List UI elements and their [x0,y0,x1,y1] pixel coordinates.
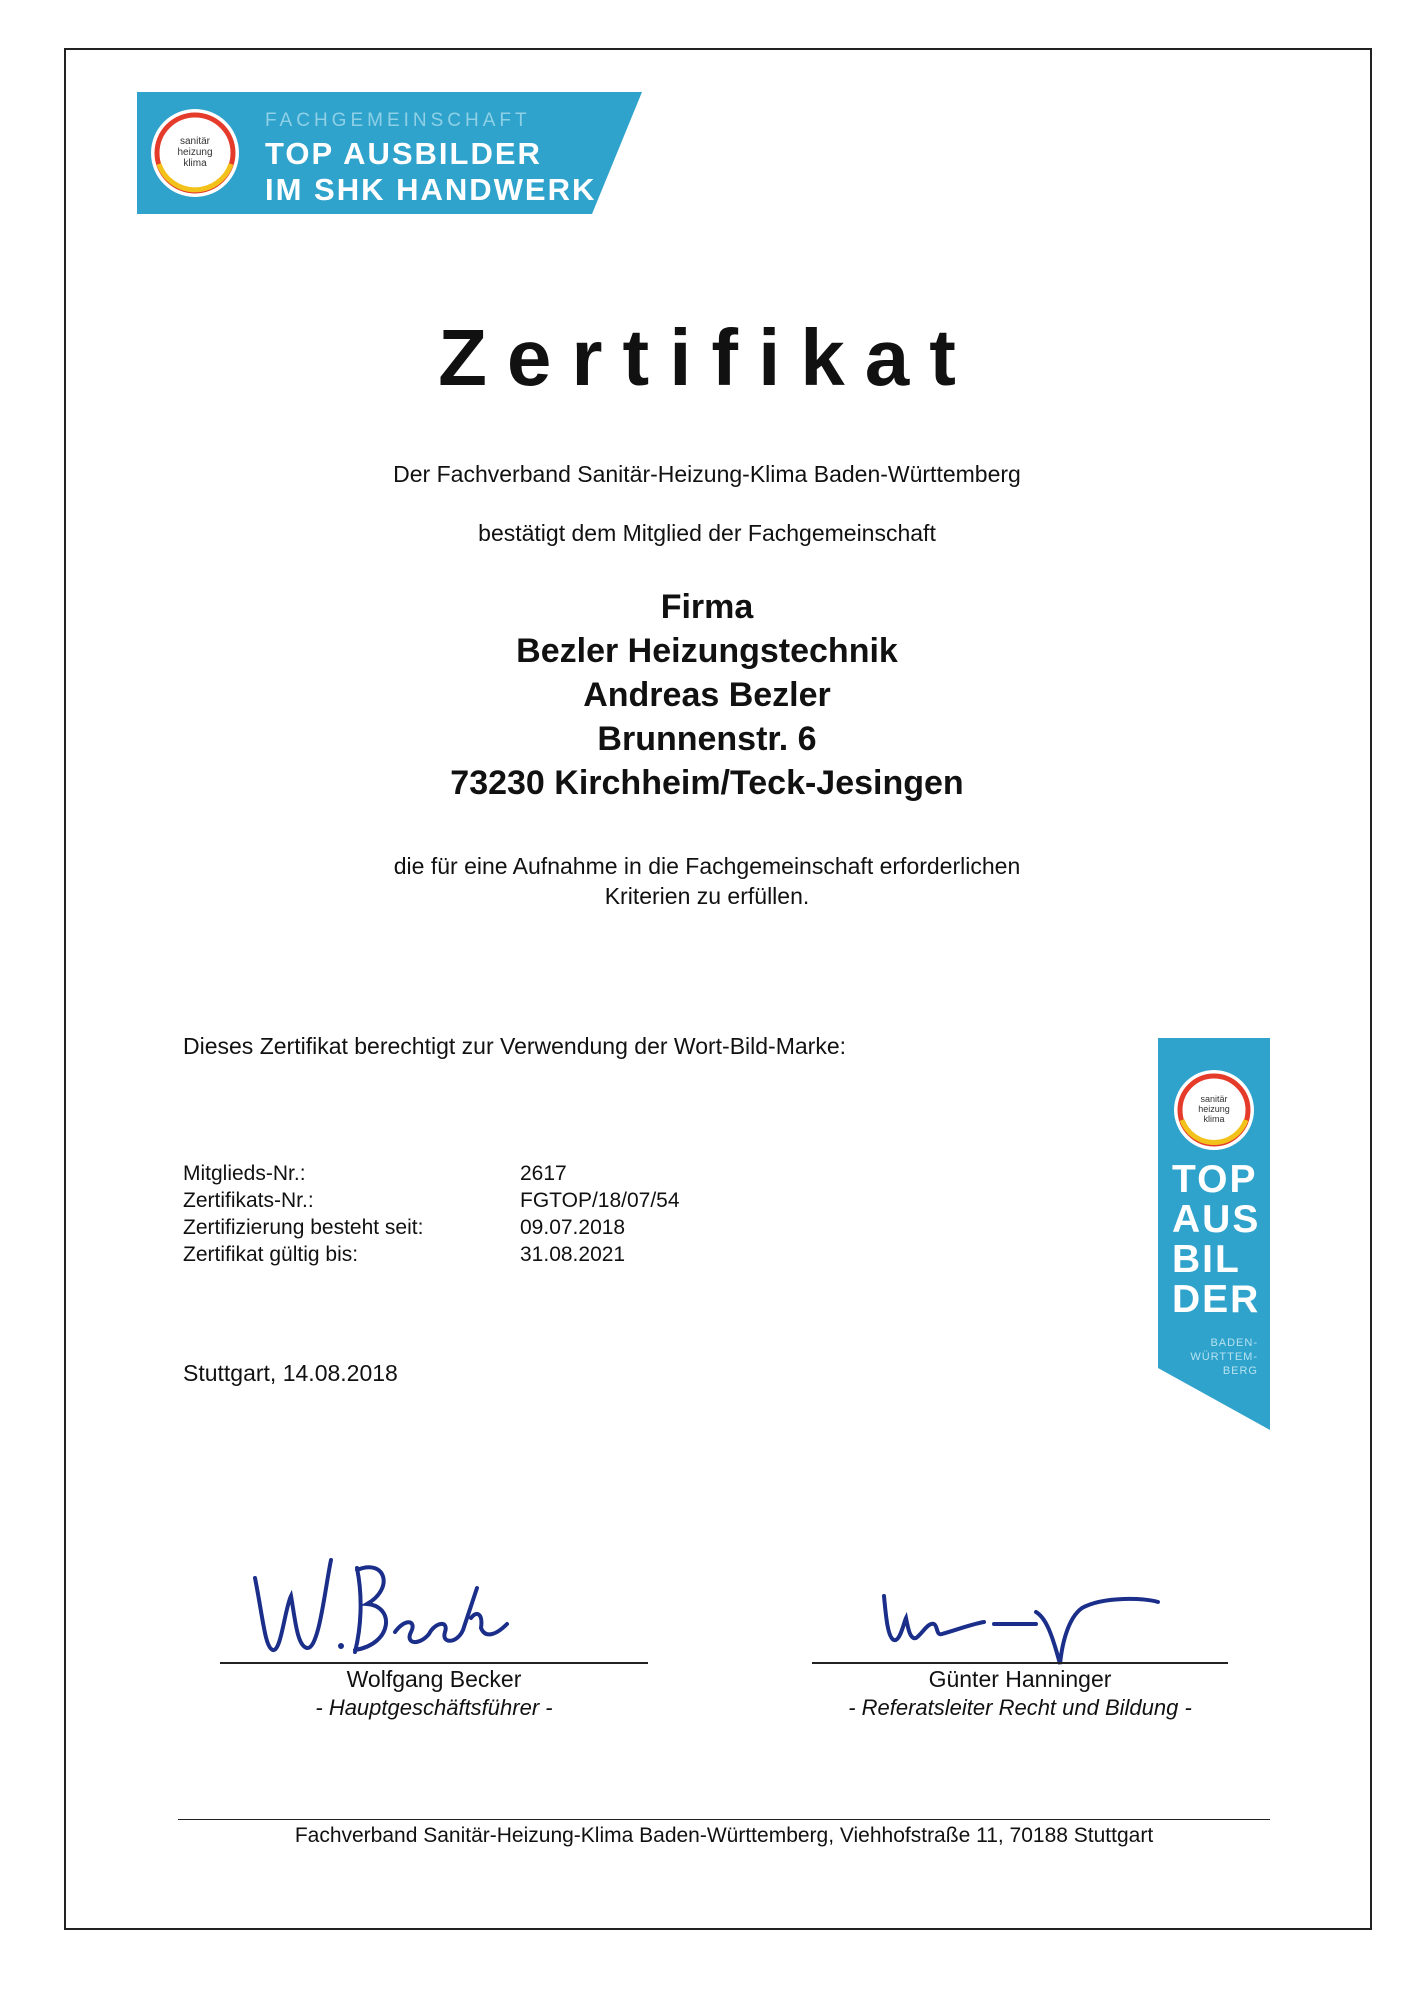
intro-line-2: bestätigt dem Mitglied der Fachgemeinschaft [478,520,936,546]
top-ausbilder-badge [1158,1038,1270,1430]
signer-name: Günter Hanninger [928,1666,1112,1692]
badge-word: BIL [1172,1238,1241,1281]
signer-role: - Referatsleiter Recht und Bildung - [848,1695,1192,1720]
signature-line [812,1662,1228,1664]
certificate-title: Zertifikat [438,313,976,402]
badge-region: BERG [1222,1365,1258,1377]
criteria-line-1: die für eine Aufnahme in die Fachgemeinschaft erforderlichen [393,853,1021,879]
detail-label: Zertifikat gültig bis: [183,1243,359,1266]
detail-value: 31.08.2021 [520,1243,626,1266]
detail-value: 2617 [520,1162,567,1185]
seal-word: heizung [1198,1104,1230,1114]
signature-becker [245,1548,525,1668]
seal-word: sanitär [1200,1094,1228,1104]
city-address: 73230 Kirchheim/Teck-Jesingen [450,764,964,802]
logo-line-3: IM SHK HANDWERK [265,172,597,207]
badge-word: AUS [1172,1198,1261,1241]
firm-name: Bezler Heizungstechnik [516,632,898,670]
top-ausbilder-logo [137,92,642,214]
signature-hanninger [876,1588,1176,1668]
logo-line-1: FACHGEMEINSCHAFT [265,110,531,131]
street-address: Brunnenstr. 6 [597,720,817,758]
detail-value: 09.07.2018 [520,1216,626,1239]
logo-seal [175,136,215,169]
signer-role: - Hauptgeschäftsführer - [315,1695,553,1720]
badge-word: DER [1172,1278,1261,1321]
logo-line-2: TOP AUSBILDER [265,136,542,171]
badge-word: TOP [1172,1158,1258,1201]
seal-word: klima [183,158,207,169]
seal-word: sanitär [179,136,210,147]
badge-region: WÜRTTEM- [1190,1351,1258,1363]
footer-divider [178,1819,1270,1820]
place-date: Stuttgart, 14.08.2018 [183,1360,398,1386]
signature-line [220,1662,648,1664]
seal-word: heizung [177,147,213,158]
footer-address: Fachverband Sanitär-Heizung-Klima Baden-Württemberg, Viehhofstraße 11, 70188 Stuttgart [294,1824,1154,1847]
firm-label: Firma [660,588,754,626]
permission-text: Dieses Zertifikat berechtigt zur Verwendung der Wort-Bild-Marke: [183,1033,847,1059]
criteria-line-2: Kriterien zu erfüllen. [604,883,810,909]
detail-label: Zertifizierung besteht seit: [183,1216,424,1239]
intro-line-1: Der Fachverband Sanitär-Heizung-Klima Baden-Württemberg [393,461,1021,487]
badge-region: BADEN- [1210,1337,1258,1349]
detail-value: FGTOP/18/07/54 [520,1189,680,1212]
signer-name: Wolfgang Becker [346,1666,522,1692]
seal-word: klima [1203,1114,1225,1124]
badge-seal [1192,1094,1236,1124]
detail-label: Mitglieds-Nr.: [183,1162,306,1185]
detail-label: Zertifikats-Nr.: [183,1189,314,1212]
owner-name: Andreas Bezler [583,676,831,714]
